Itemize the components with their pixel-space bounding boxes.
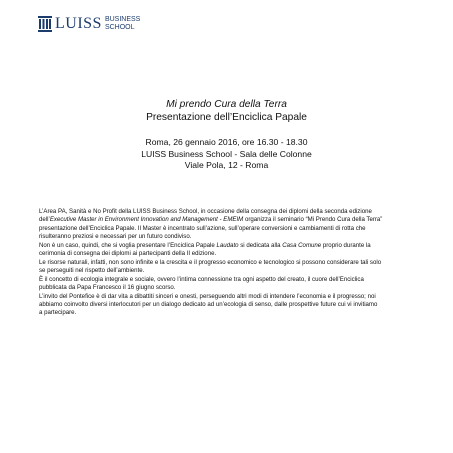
logo-subtitle (105, 16, 140, 32)
p3-line-2: se perseguiti nel rispetto dell’ambiente. (39, 267, 145, 275)
p2-text: Non è un caso, quindi, che si voglia presentare l’Enciclica Papale (39, 241, 217, 249)
p5-line-3: a partecipare. (39, 309, 77, 317)
paragraph-5 (39, 293, 427, 318)
event-venue: LUISS Business School - Sala delle Colonne (141, 148, 312, 159)
p1-text: organizza il seminario “Mi Prendo Cura della Terra” (243, 216, 383, 224)
logo-word: LUISS (55, 15, 102, 32)
logo-sub-line-2: SCHOOL (104, 24, 135, 31)
p1-master-name: Executive Master in Environment Innovation and Management - EMEIM (49, 216, 244, 224)
p3-line-1: Le risorse naturali, infatti, non sono infinite e la crescita e il progresso economico e tecnologico si possono considerare tali solo (39, 258, 382, 266)
p2-laudato: Laudato (216, 241, 239, 249)
event-address: Viale Pola, 12 - Roma (184, 160, 269, 171)
p1-line-4: risulteranno preziosi e necessari per un futuro condiviso. (39, 233, 192, 241)
p2-line-2: cerimonia di consegna dei diplomi ai partecipanti della II edizione. (39, 250, 217, 258)
luiss-logo (38, 11, 140, 37)
p2-casa-comune: Casa Comune (282, 241, 322, 249)
p1-line-1: L’Area PA, Sanità e No Profit della LUISS Business School, in occasione della consegna dei diplomi della seconda edizione (39, 208, 372, 215)
p5-line-2: abbiamo coinvolto diversi interlocutori per un dialogo dedicato ad un’ecologia di senso, dalle prospettive future cui vi invitiamo (39, 300, 378, 308)
event-details (0, 137, 453, 172)
logo-sub-line-1: BUSINESS (104, 16, 141, 23)
p4-line-2: pubblicata da Papa Francesco il 16 giugno scorso. (39, 284, 176, 292)
event-title: Mi prendo Cura della Terra (166, 99, 287, 110)
event-heading (0, 98, 453, 124)
event-datetime: Roma, 26 gennaio 2016, ore 16.30 - 18.30 (145, 137, 308, 147)
event-subtitle: Presentazione dell’Enciclica Papale (146, 112, 307, 123)
columns-building-icon (38, 15, 52, 33)
p2-text: proprio durante la (321, 241, 371, 249)
body-text (39, 208, 427, 318)
paragraph-3 (39, 259, 427, 276)
p1-text: dell’ (39, 216, 50, 224)
paragraph-1 (39, 208, 427, 242)
p1-line-3: presentazione dell’Enciclica Papale. Il Master è incentrato sull’azione, sull’operare conversioni e cambiamenti di rotta che (39, 224, 366, 232)
paragraph-2 (39, 242, 427, 259)
p5-line-1: L’invito del Pontefice è di dar vita a dibattiti sinceri e onesti, perseguendo altri modi di intendere l’economia e il progresso; noi (39, 292, 376, 300)
p4-line-1: È il concetto di ecologia integrale e sociale, ovvero l’intima connessione tra ogni aspetto del creato, il cuore dell’Enciclica (39, 275, 364, 283)
paragraph-4 (39, 276, 427, 293)
p2-text: si dedicata alla (238, 241, 283, 249)
